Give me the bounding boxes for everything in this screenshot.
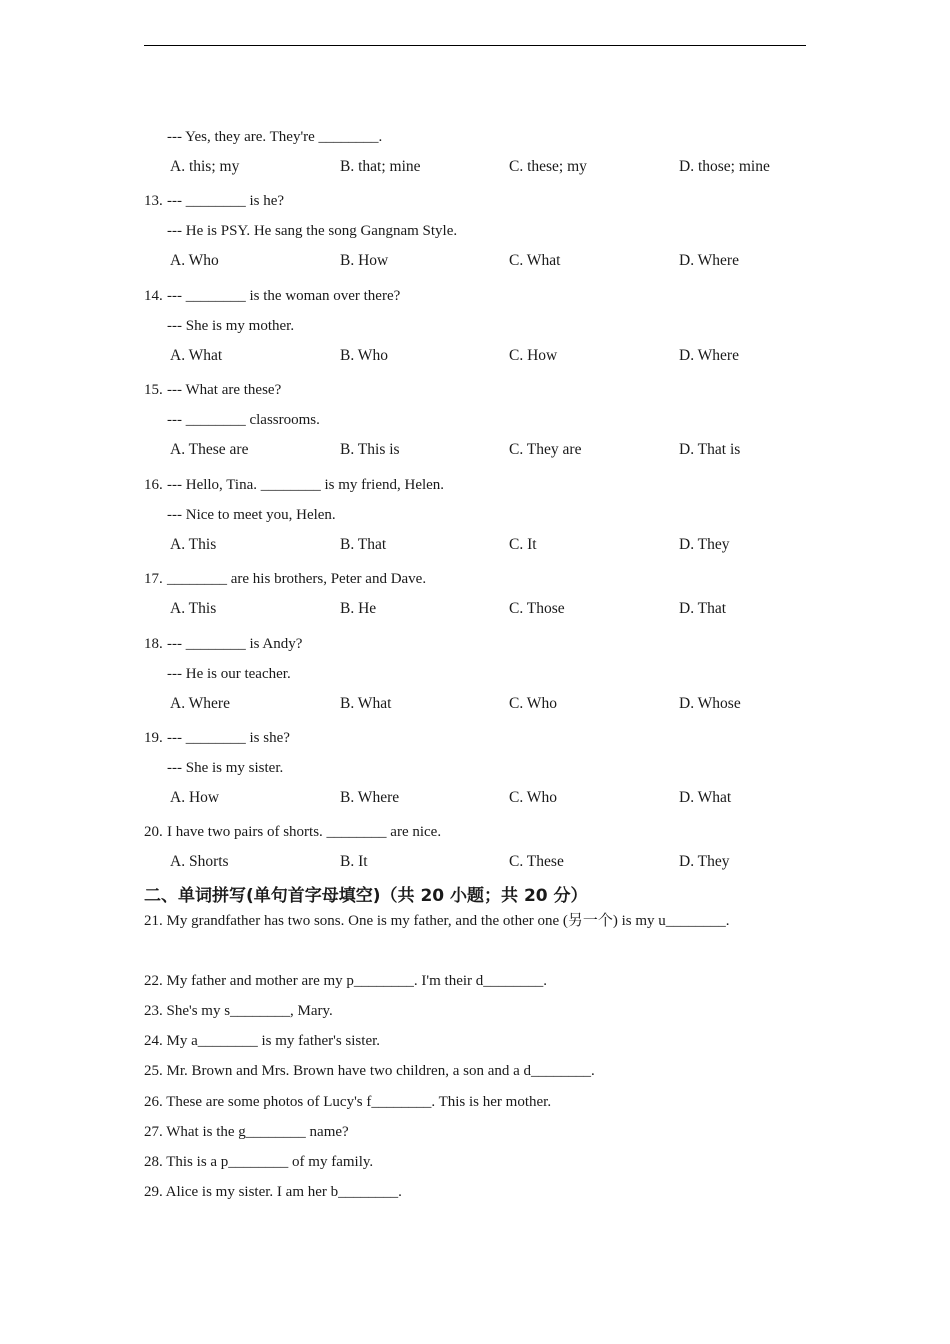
question-line: I have two pairs of shorts. ________ are nice. (167, 824, 442, 840)
question-number: 15. (144, 382, 163, 398)
option-a[interactable]: A. These are (170, 441, 249, 458)
option-c[interactable]: C. They are (509, 441, 582, 458)
spelling-item: 22. My father and mother are my p________. I'm their d________. (144, 973, 548, 989)
option-c[interactable]: C. What (509, 252, 561, 269)
question-number: 16. (144, 477, 163, 493)
option-a[interactable]: A. What (170, 347, 223, 364)
question-number: 17. (144, 571, 163, 587)
option-b[interactable]: B. That (340, 536, 387, 553)
question-line: --- Nice to meet you, Helen. (167, 507, 336, 523)
option-d[interactable]: D. They (679, 853, 730, 870)
question-line: --- ________ is the woman over there? (167, 288, 401, 304)
option-b[interactable]: B. It (340, 853, 368, 870)
option-c[interactable]: C. Who (509, 695, 557, 712)
spelling-item: 21. My grandfather has two sons. One is my father, and the other one (另一个) is my u________. (144, 913, 730, 929)
question-line: ________ are his brothers, Peter and Dave. (167, 571, 427, 587)
question-line: --- He is PSY. He sang the song Gangnam Style. (167, 223, 458, 239)
question-line: --- What are these? (167, 382, 282, 398)
question-number: 14. (144, 288, 163, 304)
option-a[interactable]: A. Where (170, 695, 230, 712)
option-d[interactable]: D. They (679, 536, 730, 553)
spelling-item: 27. What is the g________ name? (144, 1124, 349, 1140)
section-title: 二、单词拼写(单句首字母填空)（共 20 小题；共 20 分） (144, 886, 588, 906)
option-b[interactable]: B. What (340, 695, 392, 712)
option-a[interactable]: A. Who (170, 252, 219, 269)
option-c[interactable]: C. Those (509, 600, 565, 617)
option-d[interactable]: D. What (679, 789, 732, 806)
option-d[interactable]: D. That is (679, 441, 741, 458)
option-c[interactable]: C. Who (509, 789, 557, 806)
option-b[interactable]: B. Where (340, 789, 400, 806)
option-d[interactable]: D. Where (679, 347, 739, 364)
spelling-item: 29. Alice is my sister. I am her b________. (144, 1184, 402, 1200)
spelling-item: 24. My a________ is my father's sister. (144, 1033, 381, 1049)
question-12-answer: --- Yes, they are. They're ________. (167, 129, 383, 145)
option-d[interactable]: D. those; mine (679, 158, 770, 175)
header-rule (144, 45, 806, 46)
question-line: --- ________ is Andy? (167, 636, 303, 652)
question-line: --- She is my sister. (167, 760, 284, 776)
option-c[interactable]: C. How (509, 347, 558, 364)
option-c[interactable]: C. these; my (509, 158, 587, 175)
spelling-item: 28. This is a p________ of my family. (144, 1154, 374, 1170)
option-b[interactable]: B. Who (340, 347, 388, 364)
option-c[interactable]: C. It (509, 536, 537, 553)
question-number: 13. (144, 193, 163, 209)
question-number: 19. (144, 730, 163, 746)
question-line: --- ________ is she? (167, 730, 290, 746)
spelling-item: 26. These are some photos of Lucy's f________. This is her mother. (144, 1094, 552, 1110)
question-line: --- ________ classrooms. (167, 412, 320, 428)
option-a[interactable]: A. Shorts (170, 853, 229, 870)
spelling-item: 23. She's my s________, Mary. (144, 1003, 333, 1019)
option-a[interactable]: A. This (170, 536, 217, 553)
option-b[interactable]: B. This is (340, 441, 400, 458)
question-number: 18. (144, 636, 163, 652)
spelling-item: 25. Mr. Brown and Mrs. Brown have two children, a son and a d________. (144, 1063, 595, 1079)
question-line: --- He is our teacher. (167, 666, 291, 682)
option-a[interactable]: A. How (170, 789, 220, 806)
option-d[interactable]: D. Where (679, 252, 739, 269)
question-number: 20. (144, 824, 163, 840)
option-c[interactable]: C. These (509, 853, 564, 870)
question-line: --- She is my mother. (167, 318, 295, 334)
option-b[interactable]: B. that; mine (340, 158, 421, 175)
question-line: --- Hello, Tina. ________ is my friend, Helen. (167, 477, 445, 493)
option-b[interactable]: B. How (340, 252, 389, 269)
option-d[interactable]: D. That (679, 600, 727, 617)
option-a[interactable]: A. This (170, 600, 217, 617)
option-a[interactable]: A. this; my (170, 158, 240, 175)
option-d[interactable]: D. Whose (679, 695, 741, 712)
option-b[interactable]: B. He (340, 600, 377, 617)
question-line: --- ________ is he? (167, 193, 285, 209)
